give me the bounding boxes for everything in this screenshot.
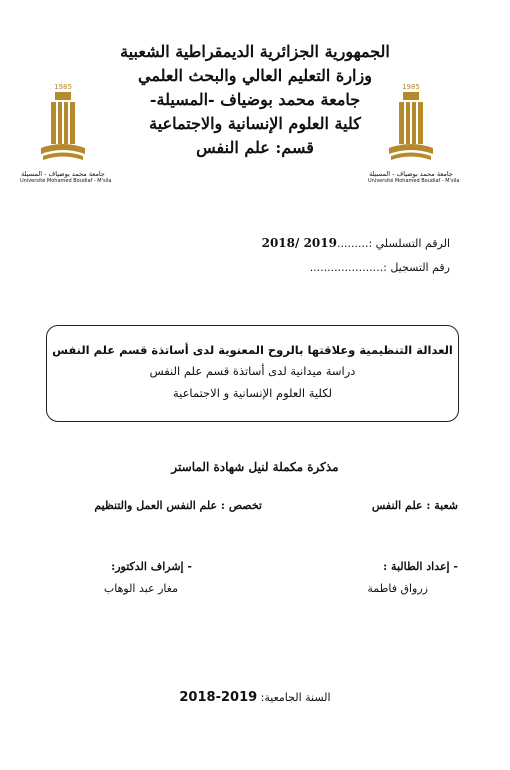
- supervisor-label: - إشراف الدكتور:: [111, 560, 192, 573]
- logo-year: 1985: [54, 83, 72, 91]
- logo-caption-fr: Université Mohamed Boudiaf - M'sila: [20, 178, 112, 184]
- student-name: زرواق فاطمة: [367, 582, 428, 595]
- header-ministry: وزارة التعليم العالي والبحث العلمي: [138, 66, 372, 85]
- document-header: [110, 40, 400, 160]
- academic-year-label: السنة الجامعية:: [260, 691, 331, 704]
- academic-year-value: 2019-2018: [179, 690, 258, 705]
- university-logo-left: [20, 80, 112, 185]
- serial-number: [262, 236, 450, 250]
- serial-value: 2019 /2018: [261, 236, 337, 250]
- thesis-subtitle-2: لكلية العلوم الإنسانية و الاجتماعية: [172, 386, 333, 400]
- logo-caption-fr: Université Mohamed Boudiaf - M'sila: [368, 178, 460, 184]
- serial-label: الرقم التسلسلي :.........: [336, 237, 450, 250]
- registration-number: رقم التسجيل :.....................: [309, 261, 450, 274]
- branch: شعبة : علم النفس: [371, 499, 458, 512]
- supervisor-name: مغار عبد الوهاب: [103, 582, 178, 595]
- title-box: [46, 325, 459, 422]
- university-logo-icon: [33, 80, 93, 170]
- header-department: قسم: علم النفس: [196, 138, 314, 157]
- logo-caption-ar: جامعة محمد بوضياف - المسيلة: [21, 170, 105, 178]
- thesis-subtitle-1: دراسة ميدانية لدى أساتذة قسم علم النفس: [149, 364, 356, 378]
- header-faculty: كلية العلوم الإنسانية والاجتماعية: [149, 114, 361, 133]
- specialty: تخصص : علم النفس العمل والتنظيم: [94, 499, 262, 512]
- thesis-title: العدالة التنظيمية وعلاقتها بالروح المعنوية لدى أساتذة قسم علم النفس: [52, 343, 453, 357]
- logo-year: 1985: [402, 83, 420, 91]
- memo-type: مذكرة مكملة لنيل شهادة الماستر: [171, 460, 339, 474]
- student-label: - إعداد الطالبة :: [383, 560, 458, 573]
- header-republic: الجمهورية الجزائرية الديمقراطية الشعبية: [120, 42, 390, 61]
- header-university: جامعة محمد بوضياف -المسيلة-: [149, 90, 361, 109]
- logo-caption-ar: جامعة محمد بوضياف - المسيلة: [369, 170, 453, 178]
- academic-year: [0, 690, 510, 705]
